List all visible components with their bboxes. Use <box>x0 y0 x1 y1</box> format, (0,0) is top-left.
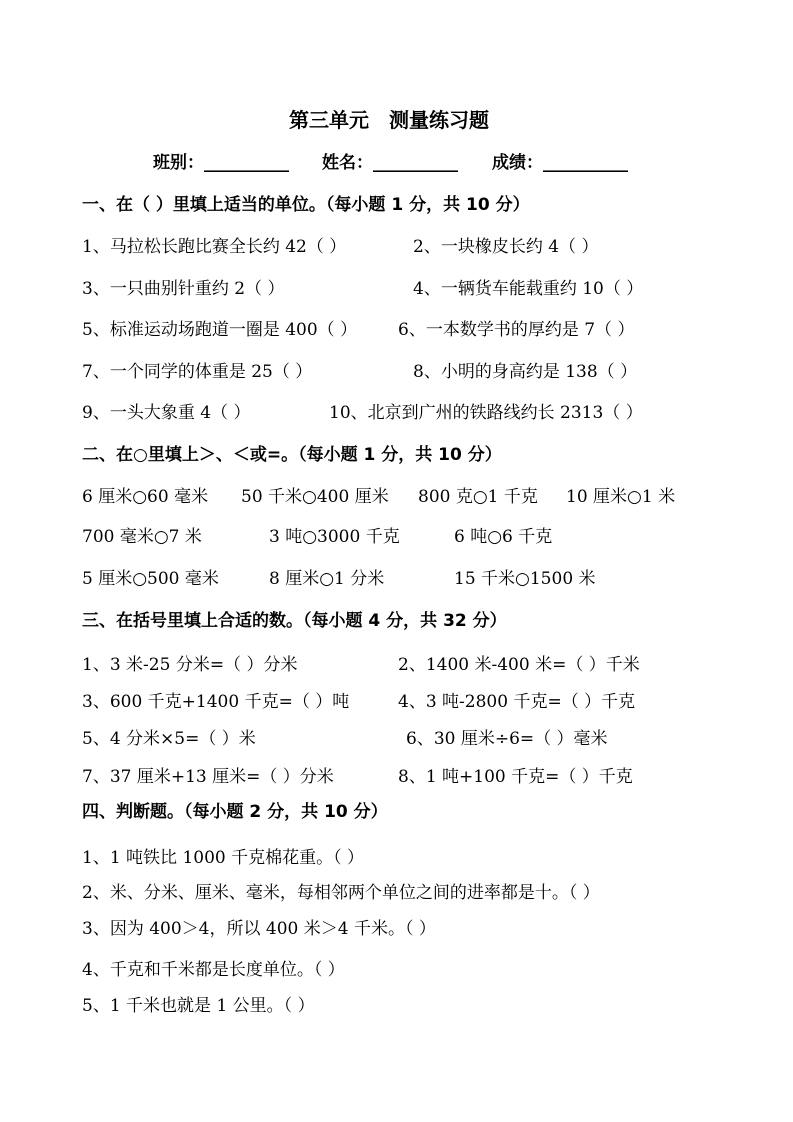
fill-8: 8、1 吨+100 千克=（ ）千克 <box>398 767 633 787</box>
section-4-heading: 四、判断题。（每小题 2 分，共 10 分） <box>82 802 388 822</box>
score-field[interactable]: 成绩：__________ <box>492 153 628 173</box>
class-field[interactable]: 班别：__________ <box>153 153 289 173</box>
compare-2: 50 千米○400 厘米 <box>241 487 389 507</box>
judge-5: 5、1 千米也就是 1 公里。（ ） <box>82 996 315 1016</box>
name-field[interactable]: 姓名：__________ <box>322 153 458 173</box>
fill-2: 2、1400 米-400 米=（ ）千米 <box>398 655 640 675</box>
compare-1: 6 厘米○60 毫米 <box>82 487 209 507</box>
question-1-6: 6、一本数学书的厚约是 7（ ） <box>398 320 635 340</box>
compare-5: 700 毫米○7 米 <box>82 527 202 547</box>
fill-5: 5、4 分米×5=（ ）米 <box>82 729 256 749</box>
question-1-10: 10、北京到广州的铁路线约长 2313（ ） <box>329 403 643 423</box>
question-1-5: 5、标准运动场跑道一圈是 400（ ） <box>82 320 358 340</box>
judge-1: 1、1 吨铁比 1000 千克棉花重。（ ） <box>82 848 365 868</box>
judge-4: 4、千克和千米都是长度单位。（ ） <box>82 960 345 980</box>
question-1-2: 2、一块橡皮长约 4（ ） <box>413 237 599 257</box>
question-1-3: 3、一只曲别针重约 2（ ） <box>82 279 285 299</box>
fill-4: 4、3 吨-2800 千克=（ ）千克 <box>398 692 636 712</box>
question-1-4: 4、一辆货车能载重约 10（ ） <box>413 279 644 299</box>
fill-7: 7、37 厘米+13 厘米=（ ）分米 <box>82 767 334 787</box>
question-1-7: 7、一个同学的体重是 25（ ） <box>82 362 313 382</box>
compare-9: 8 厘米○1 分米 <box>269 569 385 589</box>
section-3-heading: 三、在括号里填上合适的数。（每小题 4 分，共 32 分） <box>82 611 507 631</box>
fill-1: 1、3 米-25 分米=（ ）分米 <box>82 655 298 675</box>
judge-2: 2、米、分米、厘米、毫米，每相邻两个单位之间的进率都是十。（ ） <box>82 883 600 903</box>
compare-3: 800 克○1 千克 <box>418 487 538 507</box>
fill-6: 6、30 厘米÷6=（ ）毫米 <box>406 729 608 749</box>
compare-6: 3 吨○3000 千克 <box>269 527 400 547</box>
compare-7: 6 吨○6 千克 <box>454 527 553 547</box>
judge-3: 3、因为 400＞4，所以 400 米＞4 千米。（ ） <box>82 919 436 939</box>
section-2-heading: 二、在○里填上＞、＜或=。（每小题 1 分，共 10 分） <box>82 445 502 465</box>
section-1-heading: 一、在（ ）里填上适当的单位。（每小题 1 分，共 10 分） <box>82 195 530 215</box>
question-1-8: 8、小明的身高约是 138（ ） <box>413 362 638 382</box>
question-1-9: 9、一头大象重 4（ ） <box>82 403 251 423</box>
compare-8: 5 厘米○500 毫米 <box>82 569 219 589</box>
fill-3: 3、600 千克+1400 千克=（ ）吨 <box>82 692 350 712</box>
page-title: 第三单元 测量练习题 <box>289 108 489 132</box>
compare-4: 10 厘米○1 米 <box>566 487 676 507</box>
question-1-1: 1、马拉松长跑比赛全长约 42（ ） <box>82 237 347 257</box>
compare-10: 15 千米○1500 米 <box>454 569 596 589</box>
